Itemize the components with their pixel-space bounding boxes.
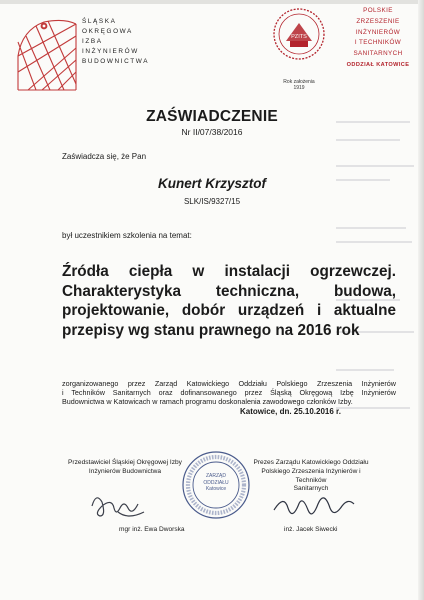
- org-left-line: OKRĘGOWA: [82, 28, 133, 35]
- topic-line: przepisy wg stanu prawnego na 2016 rok: [62, 321, 360, 339]
- org-left-line: INŻYNIERÓW: [82, 48, 139, 55]
- organization-line: zorganizowanego przez Zarząd Katowickiego Oddziału Polskiego Zrzeszenia Inżynierów: [62, 379, 396, 388]
- left-role-line: Przedstawiciel Śląskiej Okręgowej Izby: [68, 459, 182, 466]
- participation-text: był uczestnikiem szkolenia na temat:: [62, 231, 192, 240]
- topic-line: Charakterystyka techniczna, budowa,: [62, 282, 396, 300]
- participant-name: Kunert Krzysztof: [157, 176, 266, 191]
- registration-number: SLK/IS/9327/15: [183, 197, 241, 206]
- training-topic: [62, 262, 396, 340]
- org-right-branch: ODDZIAŁ KATOWICE: [346, 61, 410, 68]
- right-role-line: Polskiego Zrzeszenia Inżynierów i Techników: [261, 467, 361, 484]
- certificate-number: Nr II/07/38/2016: [181, 127, 243, 137]
- topic-line: projektowanie, dobór urządzeń i aktualne: [62, 302, 396, 319]
- org-right-line: POLSKIE: [363, 7, 393, 14]
- left-signatory-role: [62, 459, 188, 477]
- org-left-line: BUDOWNICTWA: [82, 58, 150, 65]
- organization-line: i Techników Sanitarnych oraz dofinansowanego przez Śląską Okręgową Izbę Inżynierów: [62, 388, 396, 397]
- stamp-line: ODDZIAŁU: [203, 479, 229, 486]
- seal-label: PZITS: [291, 34, 307, 40]
- org-left-line: IZBA: [82, 38, 103, 45]
- org-left-line: ŚLĄSKA: [82, 18, 117, 25]
- izba-logo-icon: [14, 12, 78, 92]
- stamp-text: [193, 473, 239, 493]
- certifies-text: Zaświadcza się, że Pan: [62, 152, 147, 161]
- seal-caption-line: 1919: [293, 85, 305, 91]
- left-signer-name: mgr inż. Ewa Dworska: [119, 526, 185, 533]
- stamp-line: ZARZĄD: [206, 473, 226, 479]
- izba-org-name: [82, 17, 172, 67]
- right-signature-icon: [268, 486, 358, 526]
- pzits-seal-icon: [272, 7, 326, 61]
- org-right-line: SANITARNYCH: [353, 50, 403, 58]
- right-role-line: Sanitarnych: [293, 485, 329, 493]
- right-role-line: Prezes Zarządu Katowickiego Oddziału: [253, 459, 369, 466]
- left-role-line: Inżynierów Budownictwa: [88, 467, 162, 475]
- seal-caption: [270, 79, 328, 91]
- organization-text: [62, 379, 396, 406]
- seal-caption-line: Rok założenia: [283, 79, 315, 85]
- pzits-org-name: [332, 6, 424, 71]
- org-right-line: ZRZESZENIE: [356, 17, 400, 25]
- left-signature-icon: [88, 486, 148, 526]
- place-date: Katowice, dn. 25.10.2016 r.: [240, 407, 341, 416]
- org-right-line: I TECHNIKÓW: [354, 39, 402, 47]
- certificate-title: ZAŚWIADCZENIE: [146, 108, 278, 125]
- stamp-line: Katowice: [205, 486, 227, 492]
- scan-edge-top: [0, 0, 424, 4]
- topic-line: Źródła ciepła w instalacji ogrzewczej.: [62, 263, 396, 280]
- right-signer-name: inż. Jacek Siwecki: [284, 526, 338, 533]
- org-right-line: INŻYNIERÓW: [355, 28, 401, 36]
- organization-line: Budownictwa w Katowicach w ramach programu doskonalenia zawodowego członków Izby.: [62, 397, 353, 406]
